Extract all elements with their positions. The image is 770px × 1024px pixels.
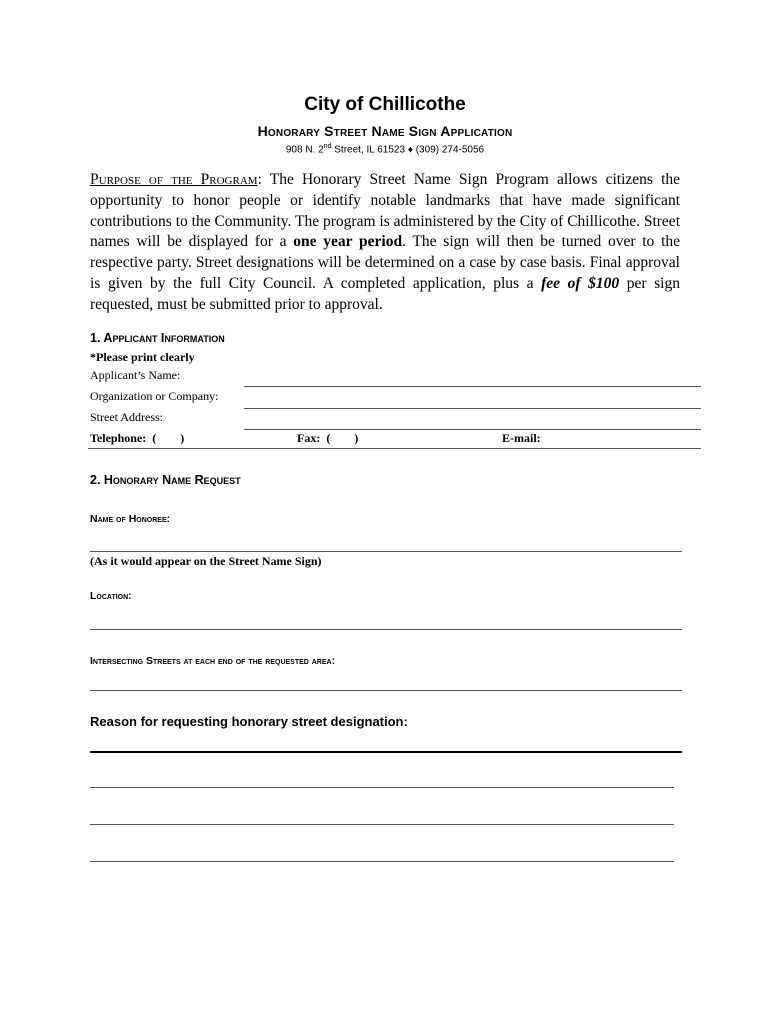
honoree-note: (As it would appear on the Street Name Sign) [90,554,322,568]
honoree-label: Name of Honoree: [90,513,171,525]
honoree-field[interactable] [90,551,682,552]
email-label: E-mail: [502,431,541,445]
request-section-heading: 2. Honorary Name Request [90,473,241,487]
reason-field-line-4[interactable] [90,861,674,862]
location-label: Location: [90,590,132,602]
applicant-section-heading: 1. Applicant Information [90,331,225,345]
street-address-label: Street Address: [90,410,163,424]
print-clearly-note: *Please print clearly [90,350,195,364]
intersecting-streets-field[interactable] [90,690,682,691]
intersecting-streets-label: Intersecting Streets at each end of the requested area: [90,655,336,667]
address-street: 908 N. 2 [285,144,324,156]
document-title: City of Chillicothe [304,94,466,115]
reason-field-line-2[interactable] [90,787,674,788]
contact-field-line[interactable] [88,448,701,449]
organization-label: Organization or Company: [90,389,219,403]
applicant-name-label: Applicant’s Name: [90,368,181,382]
street-address-field[interactable] [244,429,701,430]
purpose-heading: Purpose of the Program [90,171,258,188]
organization-field[interactable] [244,408,701,409]
address-ordinal: nd [323,143,332,150]
purpose-text-3: per sign requested, must be submitted prior to approval. [90,274,680,313]
reason-label: Reason for requesting honorary street designation: [90,714,408,729]
document-subtitle: Honorary Street Name Sign Application [257,123,513,139]
telephone-label: Telephone: ( ) [90,431,185,445]
purpose-text-2: . The sign will then be turned over to the respective party. Street designations will be determined on a case by case basis. Final approval is given by the full City Council. A completed application, plus a [90,233,681,292]
fax-label: Fax: ( ) [297,431,359,445]
applicant-name-field[interactable] [244,386,701,387]
reason-field-line-3[interactable] [90,824,674,825]
purpose-text-1: : The Honorary Street Name Sign Program allows citizens the opportunity to honor people or identify notable landmarks that have made significant contributions to the Community. The program is administered by the City of Chillicothe. Street names will be displayed for a [90,171,681,251]
purpose-paragraph [90,170,680,316]
purpose-period: one year period [293,233,403,251]
reason-field-line-1[interactable] [90,751,682,753]
city-address [0,143,770,155]
location-field[interactable] [90,629,682,630]
address-city-phone: Street, IL 61523 ♦ (309) 274-5056 [331,144,485,156]
purpose-fee: fee of $100 [541,274,620,292]
